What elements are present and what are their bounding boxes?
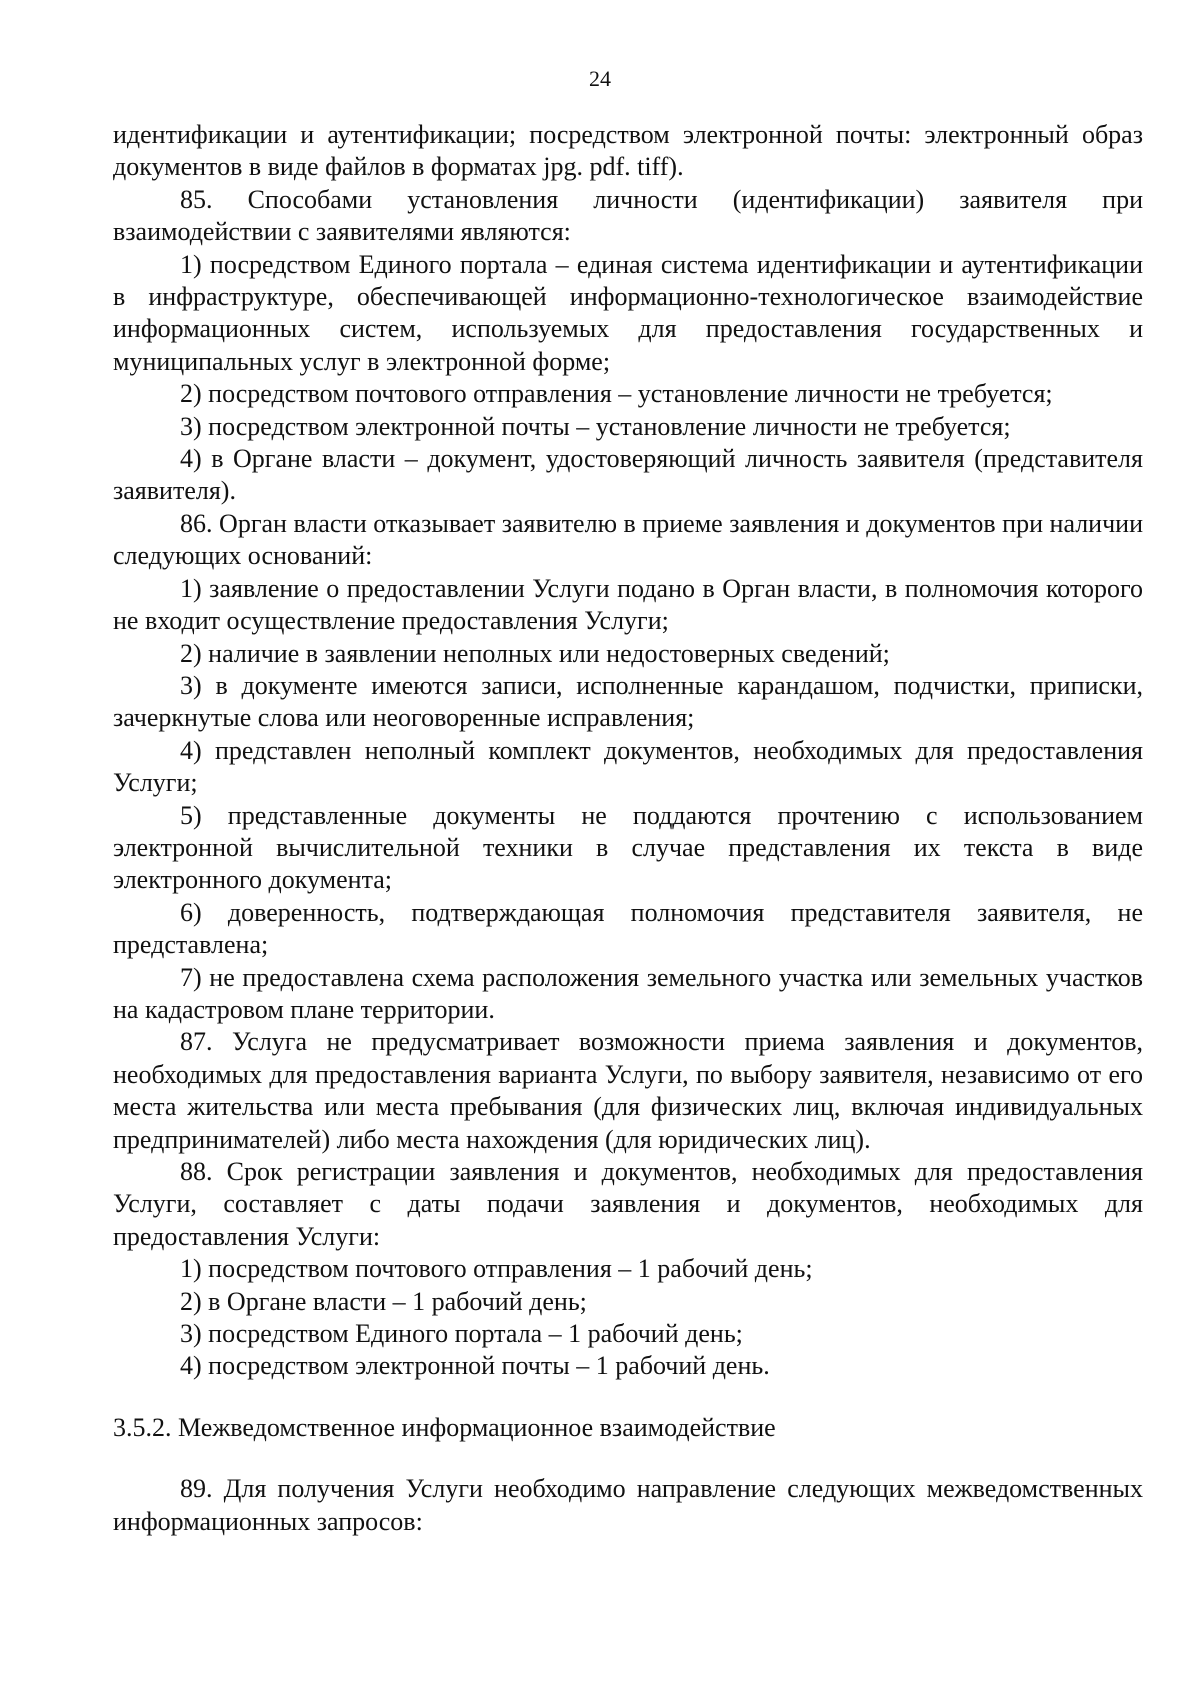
paragraph-continuation: идентификации и аутентификации; посредством электронной почты: электронный образ документов в виде файлов в форматах jpg. pdf. tiff). (113, 120, 1143, 182)
list-item-86-1: 1) заявление о предоставлении Услуги подано в Орган власти, в полномочия которого не входит осуществление предоставления Услуги; (113, 573, 1143, 636)
section-heading: 3.5.2. Межведомственное информационное взаимодействие (113, 1412, 776, 1442)
paragraph-89: 89. Для получения Услуги необходимо направление следующих межведомственных информационных запросов: (113, 1474, 1143, 1536)
paragraph-87: 87. Услуга не предусматривает возможности приема заявления и документов, необходимых для предоставления варианта Услуги, по выбору заявителя, независимо от его места жительства или места пребывания (для физических лиц, включая индивидуальных предпринимателей) либо места нахождения (для юридических лиц). (113, 1027, 1143, 1154)
list-item-85-4: 4) в Органе власти – документ, удостоверяющий личность заявителя (представителя заявителя). (113, 444, 1143, 506)
list-item-85-3: 3) посредством электронной почты – установление личности не требуется; (180, 411, 1011, 441)
list-item-88-1: 1) посредством почтового отправления – 1 рабочий день; (180, 1254, 813, 1284)
paragraph-88: 88. Срок регистрации заявления и документов, необходимых для предоставления Услуги, составляет с даты подачи заявления и документов, необходимых для предоставления Услуги: (113, 1157, 1143, 1251)
paragraph-86: 86. Орган власти отказывает заявителю в приеме заявления и документов при наличии следующих оснований: (113, 508, 1143, 571)
document-body (113, 119, 1143, 1538)
list-item-88-2: 2) в Органе власти – 1 рабочий день; (180, 1286, 587, 1316)
list-item-86-4: 4) представлен неполный комплект документов, необходимых для предоставления Услуги; (113, 735, 1143, 798)
list-item-85-2: 2) посредством почтового отправления – установление личности не требуется; (180, 379, 1053, 409)
paragraph-85: 85. Способами установления личности (идентификации) заявителя при взаимодействии с заявителями являются: (113, 184, 1143, 247)
list-item-88-4: 4) посредством электронной почты – 1 рабочий день. (180, 1351, 770, 1381)
list-item-86-6: 6) доверенность, подтверждающая полномочия представителя заявителя, не представлена; (113, 897, 1143, 960)
list-item-85-1: 1) посредством Единого портала – единая система идентификации и аутентификации в инфраструктуре, обеспечивающей информационно-технологическое взаимодействие информационных систем, используемых для предоставления государственных и муниципальных услуг в электронной форме; (113, 249, 1143, 376)
list-item-86-5: 5) представленные документы не поддаются прочтению с использованием электронной вычислительной техники в случае представления их текста в виде электронного документа; (113, 800, 1143, 895)
list-item-86-7: 7) не предоставлена схема расположения земельного участка или земельных участков на кадастровом плане территории. (113, 962, 1143, 1024)
list-item-88-3: 3) посредством Единого портала – 1 рабочий день; (180, 1319, 743, 1349)
list-item-86-3: 3) в документе имеются записи, исполненные карандашом, подчистки, приписки, зачеркнутые слова или неоговоренные исправления; (113, 670, 1143, 733)
list-item-86-2: 2) наличие в заявлении неполных или недостоверных сведений; (180, 638, 890, 668)
page-number: 24 (589, 66, 611, 91)
